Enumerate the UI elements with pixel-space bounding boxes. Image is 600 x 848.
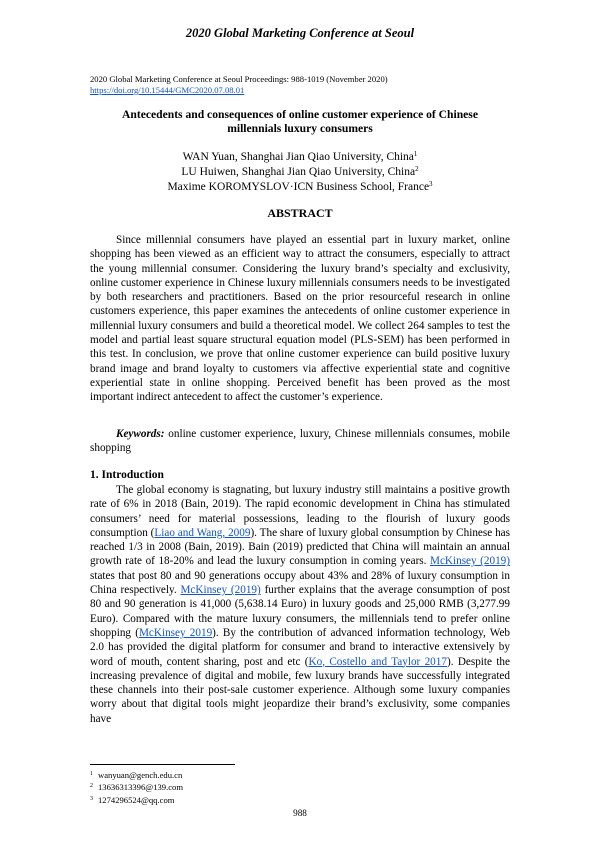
page-number: 988 — [293, 808, 307, 818]
author-line — [90, 165, 510, 180]
paper-title-line-2: millennials luxury consumers — [227, 122, 373, 135]
footnotes — [90, 769, 183, 806]
author-affiliation: WAN Yuan, Shanghai Jian Qiao University, China — [182, 151, 414, 163]
keywords-label: Keywords: — [116, 428, 165, 440]
abstract-heading: ABSTRACT — [267, 206, 333, 220]
footnote-mark: 2 — [90, 783, 93, 790]
footnote-marker: 1 — [413, 150, 418, 158]
footnote-divider — [90, 764, 235, 765]
footnote — [90, 794, 183, 806]
citation-link[interactable]: McKinsey (2019) — [180, 584, 261, 597]
running-header: 2020 Global Marketing Conference at Seoul — [185, 26, 415, 40]
keywords-paragraph — [90, 427, 510, 456]
footnote — [90, 769, 183, 781]
abstract-body: Since millennial consumers have played an essential part in luxury market, online shopping has been viewed as an efficient way to attract the consumers, especially to attract the young millennial consumer. Considering the luxury brand’s specialty and exclusivity, online customer experience in Chinese luxury millennials consumers needs to be investigated by both researchers and practitioners. Based on the prior resourceful research in online customers experience, this paper examines the antecedents of online customer experience in millennial luxury consumers and build a theoretical model. We collect 264 samples to test the model and partial least square structural equation model (PLS-SEM) has been performed in this test. In conclusion, we prove that online customer experience can build positive luxury brand image and brand loyalty to customers via affective experiential state and cognitive experiential state in online shopping. Perceived benefit has been proved as the most important indirect antecedent to affect the customer’s experience. — [90, 234, 510, 404]
intro-text: states that post 80 and 90 generations occupy about 43% and 28% of luxury consumption in China respectively. — [90, 569, 510, 597]
paper-title-line-1: Antecedents and consequences of online customer experience of Chinese — [122, 108, 478, 121]
footnote-marker: 2 — [415, 165, 419, 173]
citation-link[interactable]: McKinsey 2019 — [138, 626, 213, 639]
author-line — [90, 150, 510, 165]
proceedings-citation: 2020 Global Marketing Conference at Seoul Proceedings: 988-1019 (November 2020) — [90, 74, 388, 84]
intro-text: ). By the contribution of advanced information technology, Web 2.0 has provided the digital platform for consumer and brand to interactive extensively by word of mouth, content sharing, post and etc ( — [90, 626, 511, 668]
citation-link[interactable]: Liao and Wang, 2009 — [154, 526, 251, 539]
footnote-mark: 3 — [90, 795, 93, 802]
intro-text: The global economy is stagnating, but luxury industry still maintains a positive growth rate of 6% in 2018 (Bain, 2019). The rapid economic development in China has stimulated consumers’ need for material possessions, leading to the flourish of luxury goods consumption ( — [90, 484, 510, 539]
author-affiliation: Maxime KOROMYSLOV·ICN Business School, France — [167, 181, 430, 193]
footnote — [90, 781, 183, 793]
author-line — [90, 180, 510, 195]
intro-text: further explains that the average consumption of post 80 and 90 generation is 41,000 (5,638.14 Euro) in luxury goods and 25,000 RMB (3,277.99 Euro). Compared with the mature luxury consumers, the millennials tend to prefer online shopping ( — [90, 584, 511, 639]
footnote-mark: 1 — [90, 771, 93, 777]
introduction-body — [90, 483, 510, 726]
author-affiliation: LU Huiwen, Shanghai Jian Qiao University, China — [181, 166, 416, 178]
paper-title — [90, 108, 510, 136]
doi-link[interactable]: https://doi.org/10.15444/GMC2020.07.08.01 — [90, 85, 245, 95]
author-list — [90, 150, 510, 195]
intro-text: ). The share of luxury global consumption by Chinese has reached 1/3 in 2008 (Bain, 2019). Bain (2019) predicted that China will maintain an annual growth rate of 18-20% and lead the luxury consumption in coming years. — [90, 526, 510, 568]
footnote-email: 1274296524@qq.com — [98, 794, 175, 805]
keywords-text: online customer experience, luxury, Chinese millennials consumes, mobile shopping — [90, 428, 510, 455]
citation-link[interactable]: Ko, Costello and Taylor 2017 — [308, 655, 447, 668]
proceedings-info — [90, 74, 388, 96]
footnote-marker: 3 — [429, 180, 433, 188]
citation-link[interactable]: McKinsey (2019) — [430, 555, 510, 568]
intro-text: ). Despite the increasing prevalence of digital and mobile, few luxury brands have successfully integrated these channels into their post-sale customer experience. Although some luxury companies worry about that digital tools might jeopardize their brand’s exclusivity, some companies have — [90, 655, 510, 725]
footnote-email: wanyuan@gench.edu.cn — [98, 770, 183, 780]
section-heading-introduction: 1. Introduction — [90, 469, 164, 481]
footnote-email: 13636313396@139.com — [98, 782, 184, 793]
